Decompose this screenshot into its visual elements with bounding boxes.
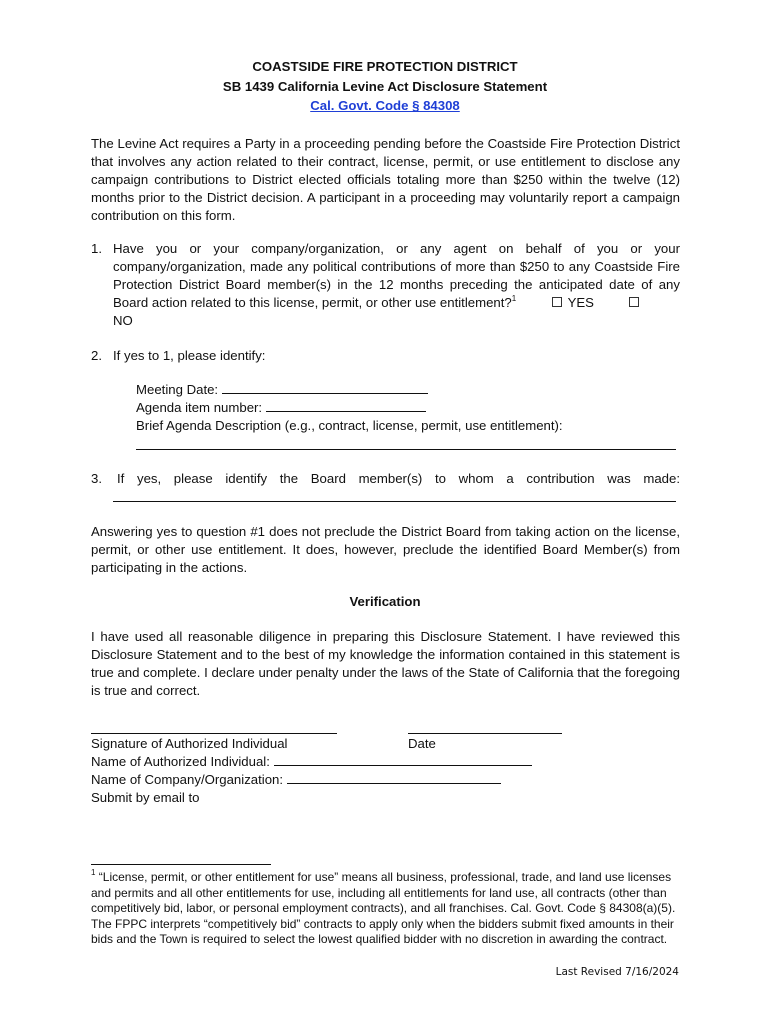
- board-member-field[interactable]: [113, 501, 676, 502]
- authorized-name-label: Name of Authorized Individual:: [91, 754, 270, 769]
- footnote-ref: 1: [511, 294, 517, 303]
- footnote-marker: 1: [91, 868, 96, 877]
- question-1: [113, 240, 680, 330]
- agenda-item-field[interactable]: [266, 399, 426, 412]
- company-name-field[interactable]: [287, 771, 501, 784]
- no-checkbox[interactable]: [629, 297, 639, 307]
- q2-text: If yes to 1, please identify:: [113, 348, 266, 363]
- verification-text: I have used all reasonable diligence in preparing this Disclosure Statement. I have reviewed this Disclosure Statement and to the best of my knowledge the information contained in this statement is true and complete. I declare under penalty under the laws of the State of California that the foregoing is true and correct.: [91, 629, 680, 698]
- company-name-row: [91, 771, 501, 789]
- meeting-date-field[interactable]: [222, 381, 428, 394]
- last-revised: Last Revised 7/16/2024: [555, 966, 679, 978]
- yes-checkbox[interactable]: [552, 297, 562, 307]
- date-label: Date: [408, 736, 436, 751]
- date-field[interactable]: [408, 733, 562, 734]
- yes-option[interactable]: [552, 295, 594, 310]
- meeting-date-row: [136, 381, 428, 399]
- company-name-label: Name of Company/Organization:: [91, 772, 284, 787]
- q3-number: 3.: [91, 471, 102, 486]
- answering-note: Answering yes to question #1 does not preclude the District Board from taking action on the license, permit, or other use entitlement. It does, however, preclude the identified Board Member(s) from participating in the actions.: [91, 524, 680, 575]
- signature-label: Signature of Authorized Individual: [91, 736, 288, 751]
- form-title: SB 1439 California Levine Act Disclosure Statement: [222, 79, 548, 94]
- org-title: COASTSIDE FIRE PROTECTION DISTRICT: [252, 59, 518, 74]
- verification-heading: Verification: [349, 594, 421, 609]
- brief-desc-field[interactable]: [136, 449, 676, 450]
- brief-desc-label: Brief Agenda Description (e.g., contract, license, permit, use entitlement):: [136, 418, 563, 433]
- meeting-date-label: Meeting Date:: [136, 382, 219, 397]
- agenda-item-label: Agenda item number:: [136, 400, 263, 415]
- authorized-name-field[interactable]: [274, 753, 532, 766]
- signature-field[interactable]: [91, 733, 337, 734]
- q3-text: If yes, please identify the Board member(s) to whom a contribution was made:: [117, 471, 680, 486]
- intro-paragraph: The Levine Act requires a Party in a proceeding pending before the Coastside Fire Protection District that involves any action related to their contract, license, permit, or use entitlement to disclose any campaign contributions to District elected officials totaling more than $250 within the twelve (12) months prior to the District decision. A participant in a proceeding may voluntarily report a campaign contribution on this form.: [91, 136, 680, 223]
- code-link[interactable]: Cal. Govt. Code § 84308: [310, 98, 460, 113]
- footnote-text: “License, permit, or other entitlement for use” means all business, professional, trade, and land use licenses and permits and all other entitlements for use, including all entitlements for land use, all contracts (other than competitively bid, labor, or personal employment contracts), and all franchises. Cal. Govt. Code § 84308(a)(5). The FPPC interprets “competitively bid” contracts to apply only when the bidders submit fixed amounts in their bids and the Town is required to select the lowest qualified bidder with no discretion in awarding the contract.: [91, 870, 676, 946]
- agenda-item-row: [136, 399, 426, 417]
- q1-text: Have you or your company/organization, or any agent on behalf of you or your company/organization, made any political contributions of more than $250 to any Coastside Fire Protection District Board member(s) in the 12 months preceding the anticipated date of any Board action related to this license, permit, or other use entitlement?: [113, 241, 680, 310]
- no-label: NO: [113, 313, 133, 328]
- footnote-separator: [91, 864, 271, 865]
- authorized-name-row: [91, 753, 532, 771]
- submit-email-label: Submit by email to: [91, 790, 200, 805]
- q1-number: 1.: [91, 241, 102, 256]
- footnote: [91, 870, 680, 948]
- q2-number: 2.: [91, 348, 102, 363]
- yes-label: YES: [567, 295, 594, 310]
